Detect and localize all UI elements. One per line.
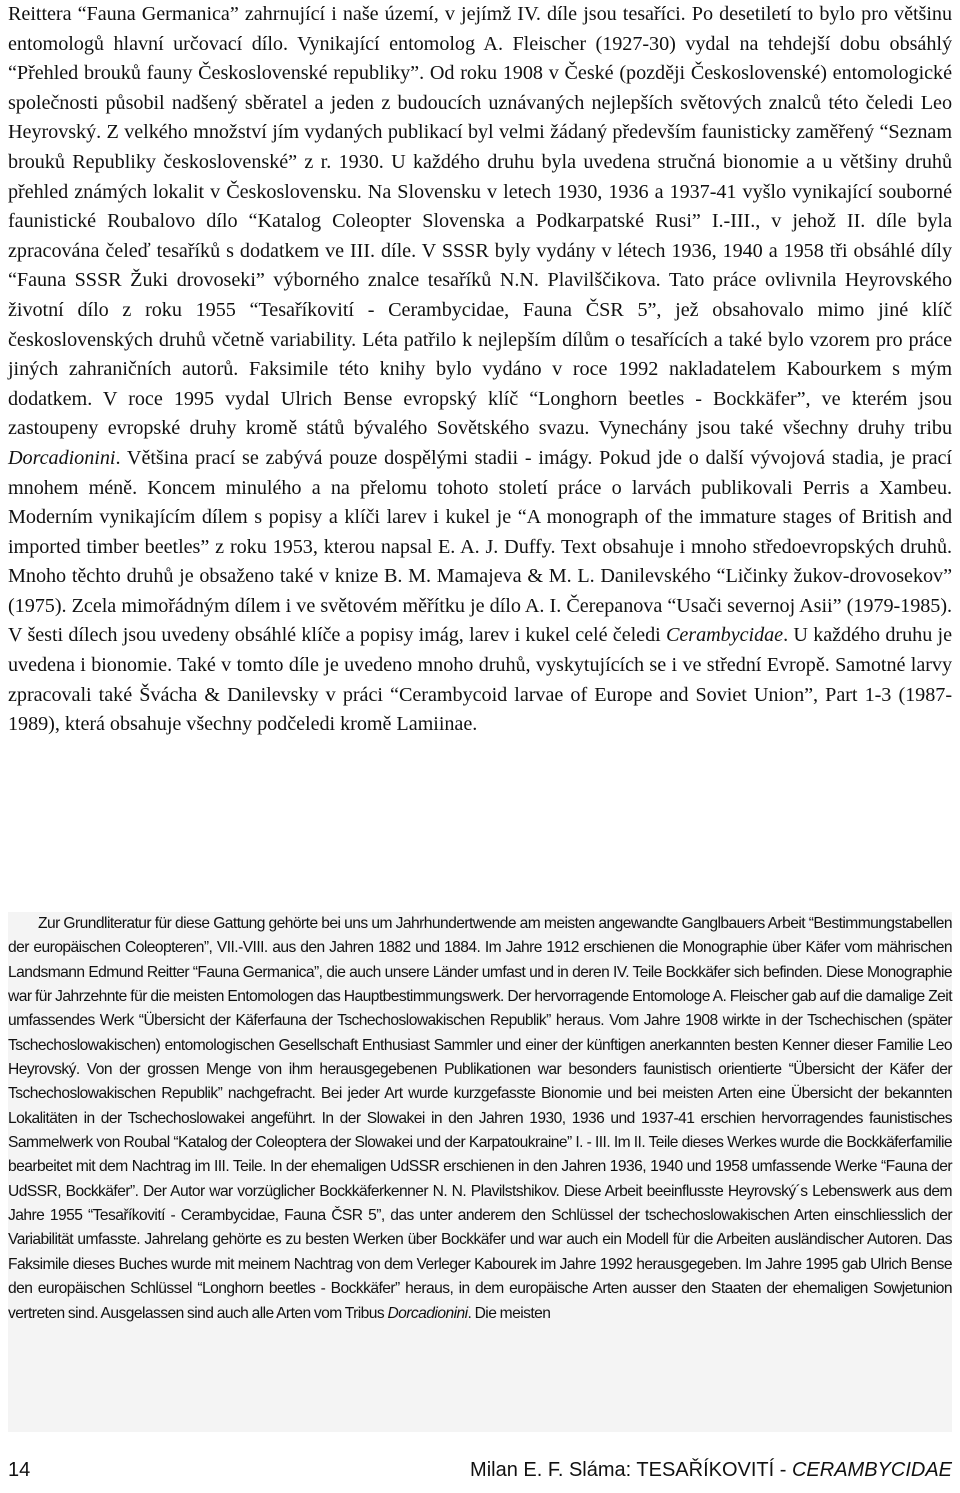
german-text-part-2: . Die meisten <box>467 1304 551 1322</box>
running-head <box>470 1455 952 1485</box>
czech-body-paragraph <box>8 0 952 740</box>
page-number: 14 <box>8 1459 31 1481</box>
czech-italic-taxon-dorcadionini: Dorcadionini <box>8 446 116 469</box>
german-text-part-1: Zur Grundliteratur für diese Gattung gehörte bei uns um Jahrhundertwende am meisten angewandte Ganglbauers Arbeit “Bestimmungstabellen der europäischen Coleopteren”, VII.-VIII. aus den Jahren 1882 und 1884. Im Jahre 1912 erschienen die Monographie über Käfer vom mährischen Landsmann Edmund Reitter “Fauna Germanica”, die auch unsere Länder umfast und in deren IV. Teile Bockkäfer sich befinden. Diese Monographie war für Jahrzehnte für die meisten Entomologen das Hauptbestimmungswerk. Der hervorragende Entomologe A. Fleischer gab auf die damalige Zeit umfassendes Werk “Übersicht der Käferfauna der Tschechoslowakischen Republik” heraus. Vom Jahre 1908 wirkte in der Tschechischen (später Tschechoslowakischen) entomologischen Gesellschaft Enthusiast Sammler und einer der künftigen anerkannten besten Kenner dieser Familie Leo Heyrovský. Von der grossen Menge von ihm herausgegebenen Publikationen war besonders faunistisch orientierte “Übersicht der Käfer der Tschechoslowakischen Republik” nachgefracht. Bei jeder Art wurde kurzgefasste Bionomie und bei meisten Arten eine Übersicht der bekannten Lokalitäten in der Tschechoslowakei angeführt. In der Slowakei in den Jahren 1930, 1936 und 1937-41 erschien hervorragendes faunistisches Sammelwerk von Roubal “Katalog der Coleoptera der Slowakei und der Karpatoukraine” I. - III. Im II. Teile dieses Werkes wurde die Bockkäferfamilie bearbeitet mit dem Nachtrag im III. Teile. In der ehemaligen UdSSR erschienen in den Jahren 1936, 1940 und 1958 umfassende Werke “Fauna der UdSSR, Bockkäfer”. Der Autor war vorzüglicher Bockkäferkenner N. N. Plavilstshikov. Diese Arbeit beeinflusste Heyrovský´s Lebenswerk aus dem Jahre 1955 “Tesaříkovití - Cerambycidae, Fauna ČSR 5”, das unter anderem den Schlüssel der tschechoslowakischen Arten einschliesslich der Variabilität umfasste. Jahrelang gehörte es zu besten Werken über Bockkäfer und war auch ein Modell für die Arbeiten ausländischer Autoren. Das Faksimile dieses Buches wurde mit meinem Nachtrag von dem Verleger Kabourek im Jahre 1992 herausgegeben. Im Jahre 1995 gab Ulrich Bense den europäischen Schlüssel “Longhorn beetles - Bockkäfer” heraus, in dem europäische Arten ausser den Staaten der ehemaligen Sowjetunion vertreten sind. Ausgelassen sind auch alle Arten vom Tribus <box>8 915 952 1322</box>
czech-italic-taxon-cerambycidae: Cerambycidae <box>665 624 784 647</box>
running-head-taxon: CERAMBYCIDAE <box>791 1459 952 1481</box>
german-italic-taxon-dorcadionini: Dorcadionini <box>387 1304 468 1322</box>
running-head-author: Milan E. F. Sláma: <box>470 1459 637 1481</box>
czech-text-part-3: . U každého druhu je uvedena i bionomie. Také v tomto díle je uvedeno mnoho druhů, vyskytujících se i ve střední Evropě. Samotné larvy zpracovali také Švácha & Danilevsky v práci “Cerambycoid larvae of Europe and Soviet Union”, Part 1-3 (1987-1989), která obsahuje všechny podčeledi kromě Lamiinae. <box>8 624 952 736</box>
running-head-title: TESAŘÍKOVITÍ - <box>636 1459 792 1481</box>
czech-text-part-2: . Většina prací se zabývá pouze dospělými stadii - imágy. Pokud jde o další vývojová stadia, je prací mnohem méně. Koncem minulého a na přelomu tohoto století práce o larvách publikovali Perris a Xambeu. Moderním vynikajícím dílem s popisy a klíči larev i kukel je “A monograph of the immature stages of British and imported timber beetles” z roku 1953, kterou napsal E. A. J. Duffy. Text obsahuje i mnoho středoevropských druhů. Mnoho těchto druhů je obsaženo také v knize B. M. Mamajeva & M. L. Danilevského “Ličinky žukov-drovosekov” (1975). Zcela mimořádným dílem i ve světovém měřítku je dílo A. I. Čerepanova “Usači severnoj Asii” (1979-1985). V šesti dílech jsou uvedeny obsáhlé klíče a popisy imág, larev i kukel celé čeledi <box>8 446 952 647</box>
page-footer <box>8 1455 952 1485</box>
german-summary-paragraph <box>8 912 952 1432</box>
czech-text-part-1: Reittera “Fauna Germanica” zahrnující i naše území, v jejímž IV. díle jsou tesaříci. Po desetiletí to bylo pro většinu entomologů hlavní určovací dílo. Vynikající entomolog A. Fleischer (1927-30) vydal na tehdejší dobu obsáhlý “Přehled brouků fauny Československé republiky”. Od roku 1908 v České (později Československé) entomologické společnosti působil nadšený sběratel a jeden z budoucích uznávaných nejlepších světových znalců této čeledi Leo Heyrovský. Z velkého množství jím vydaných publikací byl velmi žádaný především faunisticky zaměřený “Seznam brouků Republiky československé” z r. 1930. U každého druhu byla uvedena stručná bionomie a u většiny druhů přehled známých lokalit v Československu. Na Slovensku v letech 1930, 1936 a 1937-41 vyšlo vynikající souborné faunistické Roubalovo dílo “Katalog Coleopter Slovenska a Podkarpatské Rusi” I.-III., v jehož II. díle byla zpracována čeleď tesaříků s dodatkem ve III. díle. V SSSR byly vydány v létech 1936, 1940 a 1958 tři obsáhlé díly “Fauna SSSR Žuki drovoseki” výborného znalce tesaříků N.N. Plavilščikova. Tato práce ovlivnila Heyrovského životní dílo z roku 1955 “Tesaříkovití - Cerambycidae, Fauna ČSR 5”, jež obsahovalo mimo jiné klíč československých druhů včetně variability. Léta patřilo k nejlepším dílům o tesařících a také bylo vzorem pro práce jiných zahraničních autorů. Faksimile této knihy bylo vydáno v roce 1992 nakladatelem Kabourkem s mým dodatkem. V roce 1995 vydal Ulrich Bense evropský klíč “Longhorn beetles - Bockkäfer”, ve kterém jsou zastoupeny evropské druhy kromě států bývalého Sovětského svazu. Vynechány jsou také všechny druhy tribu <box>8 3 952 440</box>
